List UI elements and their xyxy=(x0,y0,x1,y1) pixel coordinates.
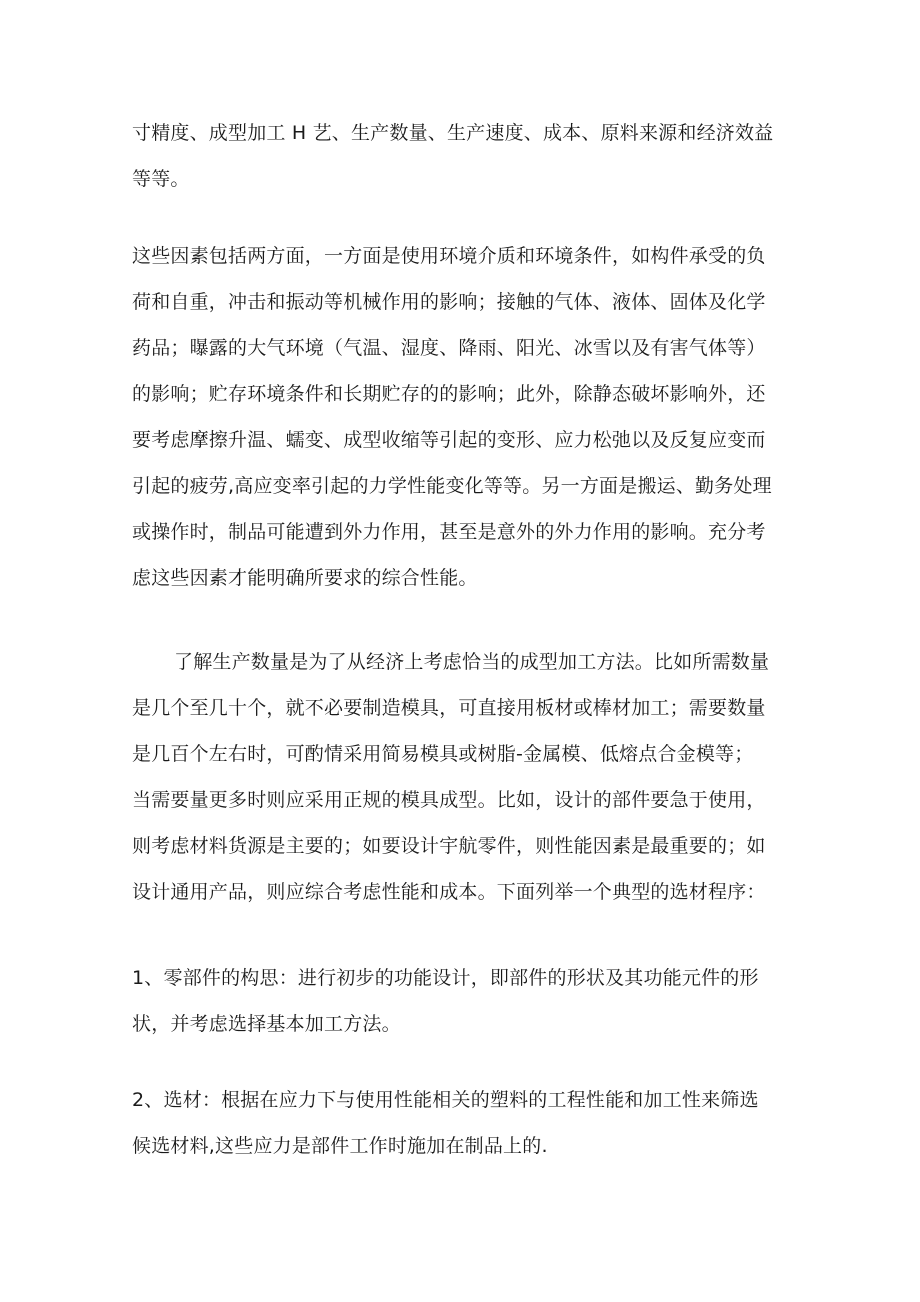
paragraph-4 xyxy=(132,955,812,1047)
text-line: 要考虑摩擦升温、蠕变、成型收缩等引起的变形、应力松弛以及反复应变而 xyxy=(132,429,766,451)
text-line: 引起的疲劳,高应变率引起的力学性能变化等等。另一方面是搬运、勤务处理 xyxy=(132,475,772,497)
paragraph-2 xyxy=(132,233,812,601)
text-line: 药品；曝露的大气环境（气温、湿度、降雨、阳光、冰雪以及有害气体等） xyxy=(132,337,766,359)
text-line: 设计通用产品，则应综合考虑性能和成本。下面列举一个典型的选材程序： xyxy=(132,881,766,903)
text-line: 了解生产数量是为了从经济上考虑恰当的成型加工方法。比如所需数量 xyxy=(174,651,770,673)
text-line: 的影响；贮存环境条件和长期贮存的的影响；此外，除静态破坏影响外，还 xyxy=(132,383,766,405)
text-line: 当需要量更多时则应采用正规的模具成型。比如，设计的部件要急于使用， xyxy=(132,789,766,811)
text-line: 等等。 xyxy=(132,168,190,190)
text-line: 是几个至几十个，就不必要制造模具，可直接用板材或棒材加工；需要数量 xyxy=(132,697,766,719)
paragraph-1 xyxy=(132,110,812,202)
text-line: 虑这些因素才能明确所要求的综合性能。 xyxy=(132,567,478,589)
paragraph-5 xyxy=(132,1077,812,1169)
text-line: 荷和自重，冲击和振动等机械作用的影响；接触的气体、液体、固体及化学 xyxy=(132,291,766,313)
text-line: 状，并考虑选择基本加工方法。 xyxy=(132,1013,401,1035)
text-line: 2、选材：根据在应力下与使用性能相关的塑料的工程性能和加工性来筛选 xyxy=(132,1089,759,1111)
text-line: 候选材料,这些应力是部件工作时施加在制品上的. xyxy=(132,1135,548,1157)
text-line: 这些因素包括两方面，一方面是使用环境介质和环境条件，如构件承受的负 xyxy=(132,245,766,267)
text-line: 寸精度、成型加工 H 艺、生产数量、生产速度、成本、原料来源和经济效益 xyxy=(132,122,774,144)
text-line: 或操作时，制品可能遭到外力作用，甚至是意外的外力作用的影响。充分考 xyxy=(132,521,766,543)
text-line: 1、零部件的构思：进行初步的功能设计，即部件的形状及其功能元件的形 xyxy=(132,967,759,989)
paragraph-3 xyxy=(132,639,812,915)
text-line: 是几百个左右时，可酌情采用简易模具或树脂-金属模、低熔点合金模等； xyxy=(132,743,754,765)
text-line: 则考虑材料货源是主要的；如要设计宇航零件，则性能因素是最重要的；如 xyxy=(132,835,766,857)
